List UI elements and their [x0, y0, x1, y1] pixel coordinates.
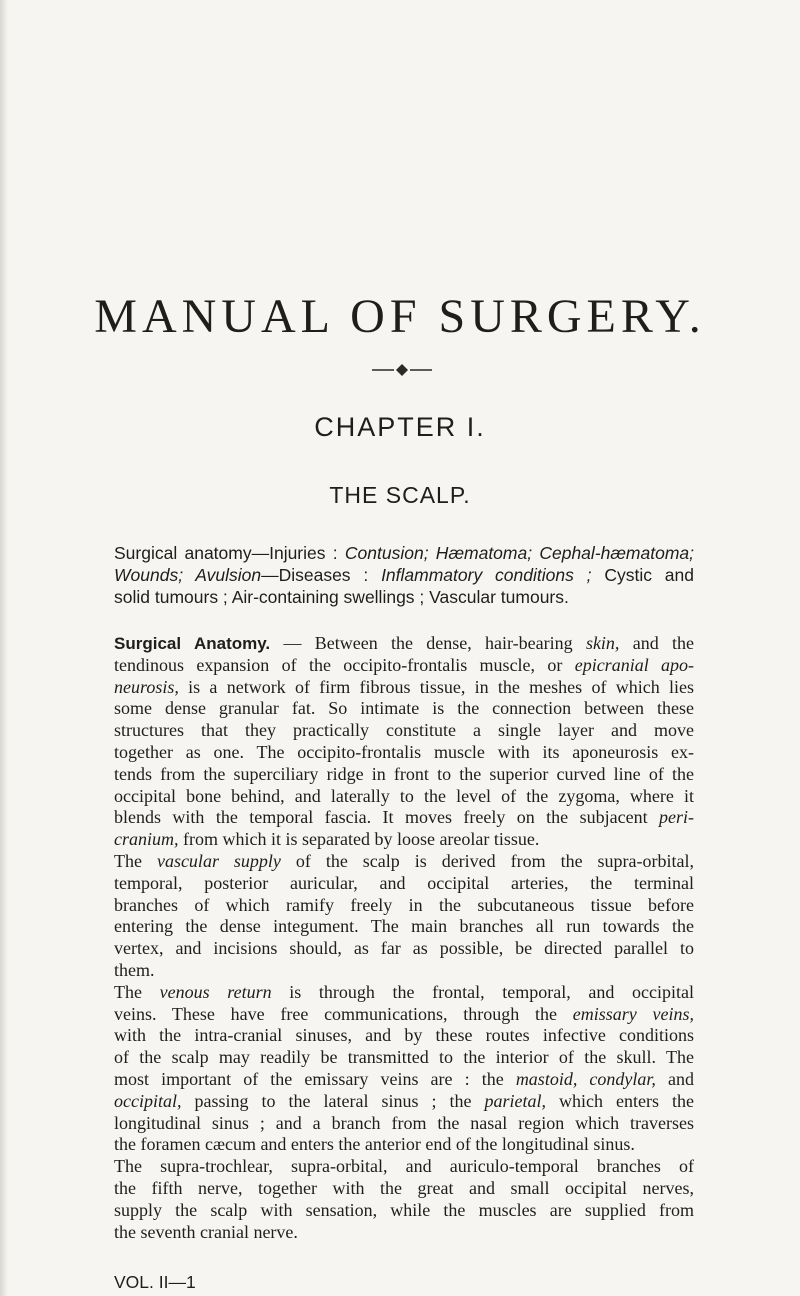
text-run: the fifth nerve, together with the great and small occipital nerves,	[114, 1177, 694, 1198]
text-run: occipital bone behind, and laterally to the level of the zygoma, where it	[114, 785, 694, 806]
text-line	[114, 938, 694, 960]
italic-term: Contusion; Hæmatoma; Cephal-hæmatoma;	[344, 543, 694, 563]
text-line	[114, 655, 694, 677]
text-run: which enters the	[546, 1090, 694, 1111]
text-run: of the scalp may readily be transmitted to the interior of the skull. The	[114, 1047, 694, 1068]
text-line	[114, 916, 694, 938]
text-run: tendinous expansion of the occipito-frontalis muscle, or	[114, 654, 575, 675]
text-line	[114, 1113, 694, 1135]
text-run: longitudinal sinus ; and a branch from the nasal region which traverses	[114, 1112, 694, 1133]
text-line	[114, 1200, 694, 1222]
text-run: and the	[619, 633, 694, 653]
diamond-rule-icon	[370, 362, 434, 378]
text-line	[114, 1134, 694, 1156]
text-line	[114, 1025, 694, 1047]
text-line	[114, 677, 694, 699]
text-run: The	[114, 981, 160, 1002]
text-line	[114, 873, 694, 895]
text-run: vertex, and incisions should, as far as possible, be directed parallel to	[114, 938, 694, 959]
chapter-synopsis	[114, 542, 694, 608]
text-line	[114, 1004, 694, 1026]
text-run: The supra-trochlear, supra-orbital, and auriculo-temporal branches of	[114, 1156, 694, 1177]
text-line	[114, 742, 694, 764]
section-title: THE SCALP.	[329, 482, 471, 508]
text-run: some dense granular fat. So intimate is the connection between these	[114, 698, 694, 719]
text-line	[114, 1069, 694, 1091]
italic-term: occipital,	[114, 1090, 182, 1111]
signature-mark: VOL. II—1	[114, 1272, 196, 1292]
title-ornament	[370, 362, 434, 378]
text-line	[114, 720, 694, 742]
text-run: of the scalp is derived from the supra-orbital,	[280, 850, 695, 871]
italic-term: peri-	[659, 807, 694, 828]
italic-term: parietal,	[484, 1090, 546, 1111]
text-run: blends with the temporal fascia. It moves freely on the subjacent	[114, 807, 659, 828]
text-run: most important of the emissary veins are : the	[114, 1068, 516, 1089]
text-run: supply the scalp with sensation, while the muscles are supplied from	[114, 1199, 694, 1220]
text-line	[114, 807, 694, 829]
text-line	[114, 586, 694, 608]
text-line	[114, 1091, 694, 1113]
italic-term: cranium,	[114, 829, 179, 850]
italic-term: Inflammatory conditions ;	[381, 565, 592, 585]
text-run: entering the dense integument. The main branches all run towards the	[114, 916, 694, 937]
text-run: Surgical anatomy—Injuries :	[114, 543, 345, 563]
italic-term: vascular supply	[156, 850, 281, 871]
text-run: and	[655, 1068, 694, 1089]
text-line	[114, 829, 694, 851]
italic-term: neurosis,	[114, 676, 179, 697]
text-run: them.	[114, 959, 155, 980]
text-run: tends from the superciliary ridge in front to the superior curved line of the	[114, 763, 694, 784]
text-run: temporal, posterior auricular, and occipital arteries, the terminal	[114, 872, 694, 893]
text-line	[114, 564, 694, 586]
text-run: the foramen cæcum and enters the anterior end of the longitudinal sinus.	[114, 1134, 635, 1155]
italic-term: epicranial apo-	[574, 654, 695, 675]
text-line	[114, 1178, 694, 1200]
text-run: passing to the lateral sinus ; the	[181, 1090, 485, 1111]
text-line	[114, 982, 694, 1004]
italic-term: Wounds; Avulsion	[114, 565, 262, 585]
text-line	[114, 1047, 694, 1069]
text-run: from which it is separated by loose areolar tissue.	[178, 829, 540, 850]
text-line	[114, 633, 694, 655]
text-line	[114, 1222, 694, 1244]
text-line	[114, 960, 694, 982]
text-run: —Diseases :	[261, 565, 382, 585]
chapter-heading: CHAPTER I.	[314, 412, 486, 442]
text-line	[114, 764, 694, 786]
text-run: is through the frontal, temporal, and occipital	[271, 981, 694, 1002]
text-run: branches of which ramify freely in the subcutaneous tissue before	[114, 894, 694, 915]
text-run: veins. These have free communications, through the	[114, 1003, 573, 1024]
text-line	[114, 1156, 694, 1178]
text-line	[114, 786, 694, 808]
text-line	[114, 895, 694, 917]
page-edge-shadow	[0, 0, 8, 1296]
text-run: together as one. The occipito-frontalis muscle with its aponeurosis ex-	[114, 741, 694, 762]
italic-term: emissary veins,	[572, 1003, 694, 1024]
italic-term: venous return	[159, 981, 272, 1002]
italic-term: skin,	[585, 633, 620, 653]
text-line	[114, 698, 694, 720]
text-run: the seventh cranial nerve.	[114, 1221, 298, 1242]
text-line	[114, 542, 694, 564]
text-run: The	[114, 850, 157, 871]
text-run: solid tumours ; Air-containing swellings ; Vascular tumours.	[114, 587, 569, 607]
text-run: is a network of firm fibrous tissue, in the meshes of which lies	[178, 676, 694, 697]
body-text	[114, 633, 694, 1243]
text-run: — Between the dense, hair-bearing	[270, 633, 586, 653]
italic-term: mastoid, condylar,	[515, 1068, 656, 1089]
text-run: structures that they practically constitute a single layer and move	[114, 720, 694, 741]
section-run-heading: Surgical Anatomy.	[114, 634, 271, 653]
text-run: with the intra-cranial sinuses, and by these routes infective conditions	[114, 1025, 694, 1046]
book-title: MANUAL OF SURGERY.	[94, 290, 706, 343]
text-run: Cystic and	[591, 565, 694, 585]
text-line	[114, 851, 694, 873]
